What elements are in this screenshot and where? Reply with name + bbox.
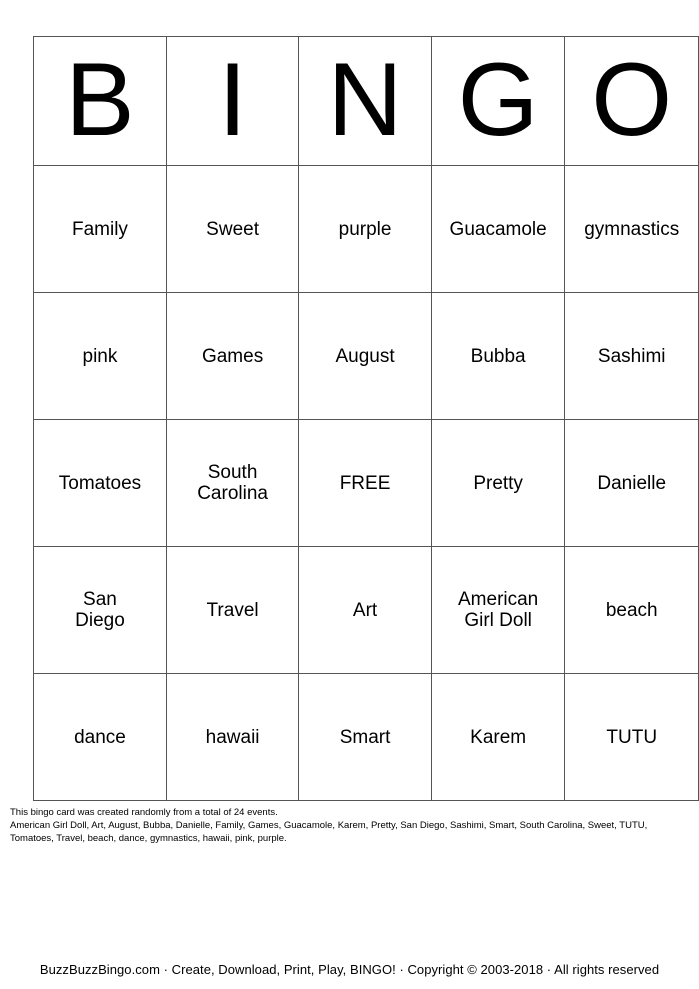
- bingo-cell: Tomatoes: [34, 420, 167, 547]
- bingo-cell: South Carolina: [166, 420, 298, 547]
- bingo-cell: Guacamole: [431, 166, 565, 293]
- bingo-cell: Sashimi: [565, 293, 699, 420]
- card-info-summary: This bingo card was created randomly from a total of 24 events.: [10, 807, 278, 818]
- bingo-row: [34, 166, 699, 293]
- bingo-cell: Games: [166, 293, 298, 420]
- bingo-cell: Travel: [166, 547, 298, 674]
- bingo-cell: Art: [299, 547, 432, 674]
- bingo-cell: pink: [34, 293, 167, 420]
- bingo-cell: purple: [299, 166, 432, 293]
- bingo-free-cell: FREE: [299, 420, 432, 547]
- bingo-cell: Bubba: [431, 293, 565, 420]
- bingo-cell: Smart: [299, 674, 432, 801]
- bingo-cell: Pretty: [431, 420, 565, 547]
- bingo-cell: Danielle: [565, 420, 699, 547]
- card-info-word-list: American Girl Doll, Art, August, Bubba, Danielle, Family, Games, Guacamole, Karem, Pretty, San Diego, Sashimi, Smart, South Carolina, Sweet, TUTU, Tomatoes, Travel, beach, dance, gymnastics, hawaii, pink, purple.: [10, 820, 648, 844]
- bingo-letter-n: N: [299, 37, 432, 166]
- page-footer: BuzzBuzzBingo.com · Create, Download, Print, Play, BINGO! · Copyright © 2003-2018 · All rights reserved: [39, 962, 660, 977]
- bingo-cell: Karem: [431, 674, 565, 801]
- bingo-cell: beach: [565, 547, 699, 674]
- bingo-header-row: [34, 37, 699, 166]
- bingo-cell: Sweet: [166, 166, 298, 293]
- bingo-cell: dance: [34, 674, 167, 801]
- bingo-cell: hawaii: [166, 674, 298, 801]
- bingo-letter-g: G: [431, 37, 565, 166]
- bingo-card: [33, 36, 699, 801]
- bingo-cell: San Diego: [34, 547, 167, 674]
- bingo-row: [34, 674, 699, 801]
- bingo-letter-b: B: [34, 37, 167, 166]
- bingo-cell: gymnastics: [565, 166, 699, 293]
- bingo-cell: TUTU: [565, 674, 699, 801]
- bingo-cell: August: [299, 293, 432, 420]
- bingo-row: [34, 420, 699, 547]
- bingo-cell: Family: [34, 166, 167, 293]
- bingo-letter-i: I: [166, 37, 298, 166]
- bingo-row: [34, 293, 699, 420]
- bingo-cell: American Girl Doll: [431, 547, 565, 674]
- bingo-letter-o: O: [565, 37, 699, 166]
- card-info: [10, 806, 670, 845]
- bingo-row: [34, 547, 699, 674]
